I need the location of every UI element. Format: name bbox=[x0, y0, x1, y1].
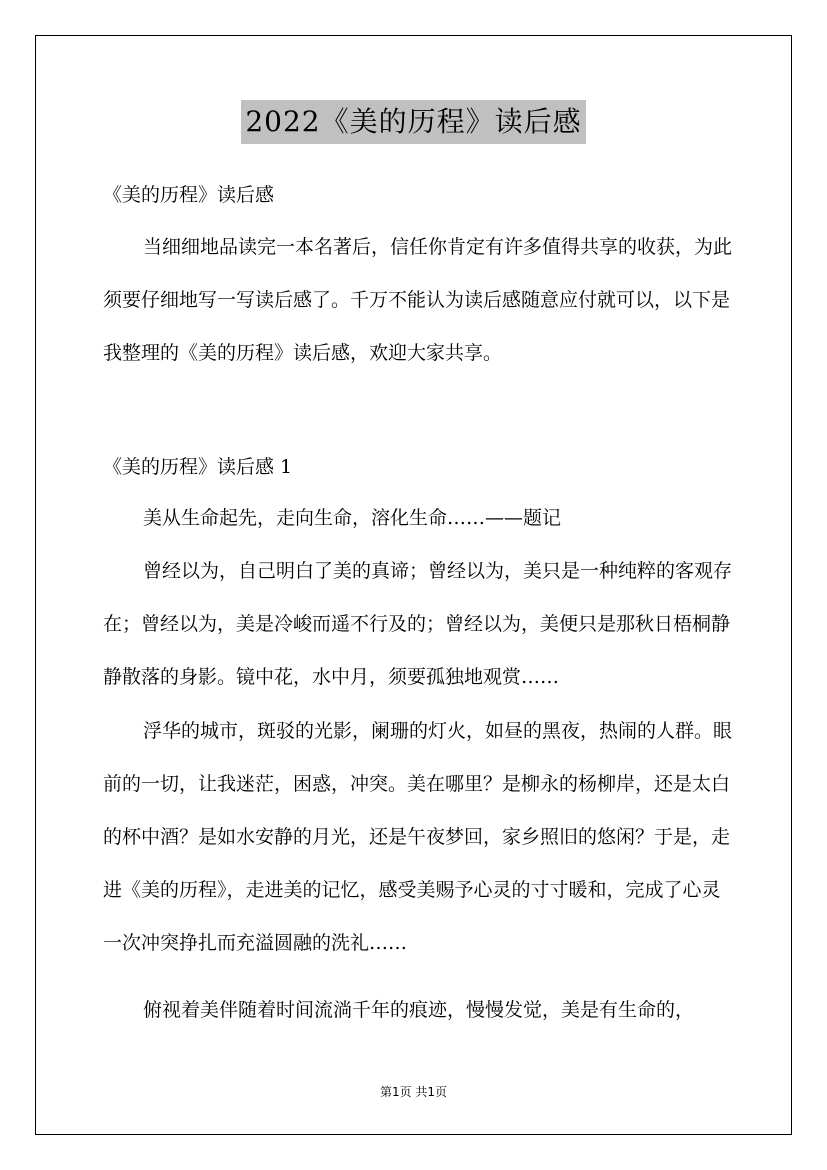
document-title: 2022《美的历程》读后感 bbox=[241, 100, 585, 144]
subtitle: 《美的历程》读后感 bbox=[103, 184, 275, 206]
body-paragraph-2: 浮华的城市，斑驳的光影，阑珊的灯火，如昼的黑夜，热闹的人群。眼前的一切，让我迷茫，困惑，冲突。美在哪里？是柳永的杨柳岸，还是太白的杯中酒？是如水安静的月光，还是午夜梦回，家乡照旧的悠闲？于是，走进《美的历程》，走进美的记忆，感受美赐予心灵的寸寸暖和，完成了心灵一次冲突挣扎而充溢圆融的洗礼…… bbox=[103, 720, 733, 954]
body-paragraph-1: 曾经以为，自己明白了美的真谛；曾经以为，美只是一种纯粹的客观存在；曾经以为，美是冷峻而遥不行及的；曾经以为，美便只是那秋日梧桐静静散落的身影。镜中花，水中月，须要孤独地观赏…… bbox=[103, 560, 733, 688]
section-heading: 《美的历程》读后感 1 bbox=[103, 456, 293, 478]
intro-paragraph: 当细细地品读完一本名著后，信任你肯定有许多值得共享的收获，为此须要仔细地写一写读后感了。千万不能认为读后感随意应付就可以，以下是我整理的《美的历程》读后感，欢迎大家共享。 bbox=[103, 236, 733, 364]
epigraph: 美从生命起先，走向生命，溶化生命……——题记 bbox=[143, 507, 562, 529]
page-footer: 第1页 共1页 bbox=[379, 1085, 448, 1099]
body-paragraph-3: 俯视着美伴随着时间流淌千年的痕迹，慢慢发觉，美是有生命的， bbox=[143, 999, 695, 1021]
title-container bbox=[0, 100, 827, 144]
